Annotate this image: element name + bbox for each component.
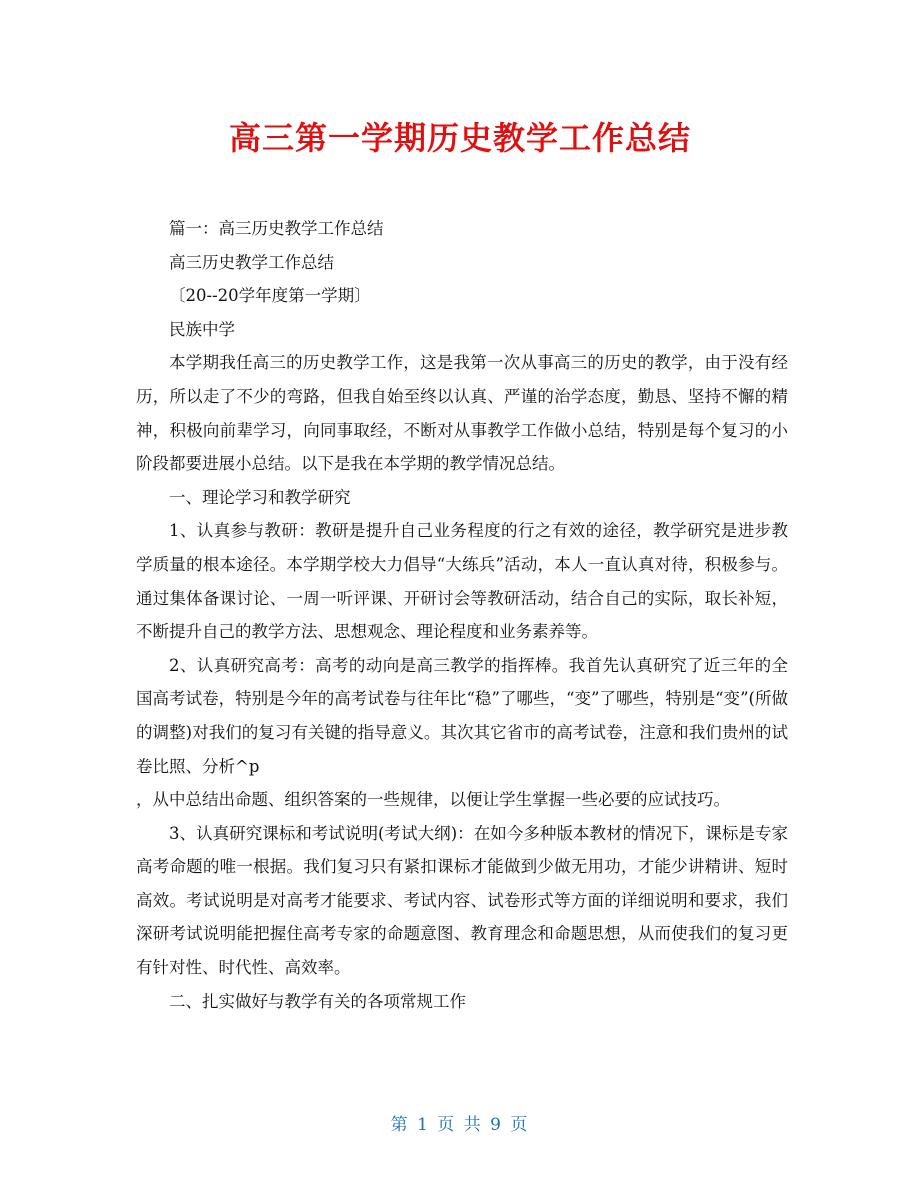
paragraph-item-3: 3、认真研究课标和考试说明(考试大纲)：在如今多种版本教材的情况下，课标是专家高考命题的唯一根据。我们复习只有紧扣课标才能做到少做无用功，才能少讲精讲、短时高效。考试说明是对高考才能要求、考试内容、试卷形式等方面的详细说明和要求，我们深研考试说明能把握住高考专家的命题意图、教育理念和命题思想，从而使我们的复习更有针对性、时代性、高效率。 xyxy=(136,823,788,978)
page-number-footer: 第 1 页 共 9 页 xyxy=(390,1115,530,1135)
paragraph-subtitle: 高三历史教学工作总结 xyxy=(169,252,334,272)
paragraph-intro: 本学期我任高三的历史教学工作，这是我第一次从事高三的历史的教学，由于没有经历，所以走了不少的弯路，但我自始至终以认真、严谨的治学态度，勤恳、坚持不懈的精神，积极向前辈学习，向同事取经，不断对从事教学工作做小总结，特别是每个复习的小阶段都要进展小总结。以下是我在本学期的教学情况总结。 xyxy=(136,353,788,474)
section-heading-routine: 二、扎实做好与教学有关的各项常规工作 xyxy=(169,991,466,1011)
section-heading-theory: 一、理论学习和教学研究 xyxy=(169,487,351,507)
paragraph-heading-part-one: 篇一：高三历史教学工作总结 xyxy=(169,219,384,238)
document-title: 高三第一学期历史教学工作总结 xyxy=(228,119,691,157)
paragraph-term: 〔20--20学年度第一学期〕 xyxy=(169,286,371,306)
paragraph-item-1: 1、认真参与教研：教研是提升自己业务程度的行之有效的途径，教学研究是进步教学质量的根本途径。本学期学校大力倡导“大练兵”活动，本人一直认真对待，积极参与。通过集体备课讨论、一周一听评课、开研讨会等教研活动，结合自己的实际，取长补短，不断提升自己的教学方法、思想观念、理论程度和业务素养等。 xyxy=(136,521,788,642)
document-body xyxy=(136,212,788,1018)
paragraph-school: 民族中学 xyxy=(169,319,235,339)
paragraph-item-2: 2、认真研究高考：高考的动向是高三教学的指挥棒。我首先认真研究了近三年的全国高考试卷，特别是今年的高考试卷与往年比“稳”了哪些，“变”了哪些，特别是“变”(所做的调整)对我们的复习有关键的指导意义。其次其它省市的高考试卷，注意和我们贵州的试卷比照、分析^p xyxy=(136,655,788,776)
paragraph-item-2-continued: ，从中总结出命题、组织答案的一些规律，以便让学生掌握一些必要的应试技巧。 xyxy=(136,790,730,810)
